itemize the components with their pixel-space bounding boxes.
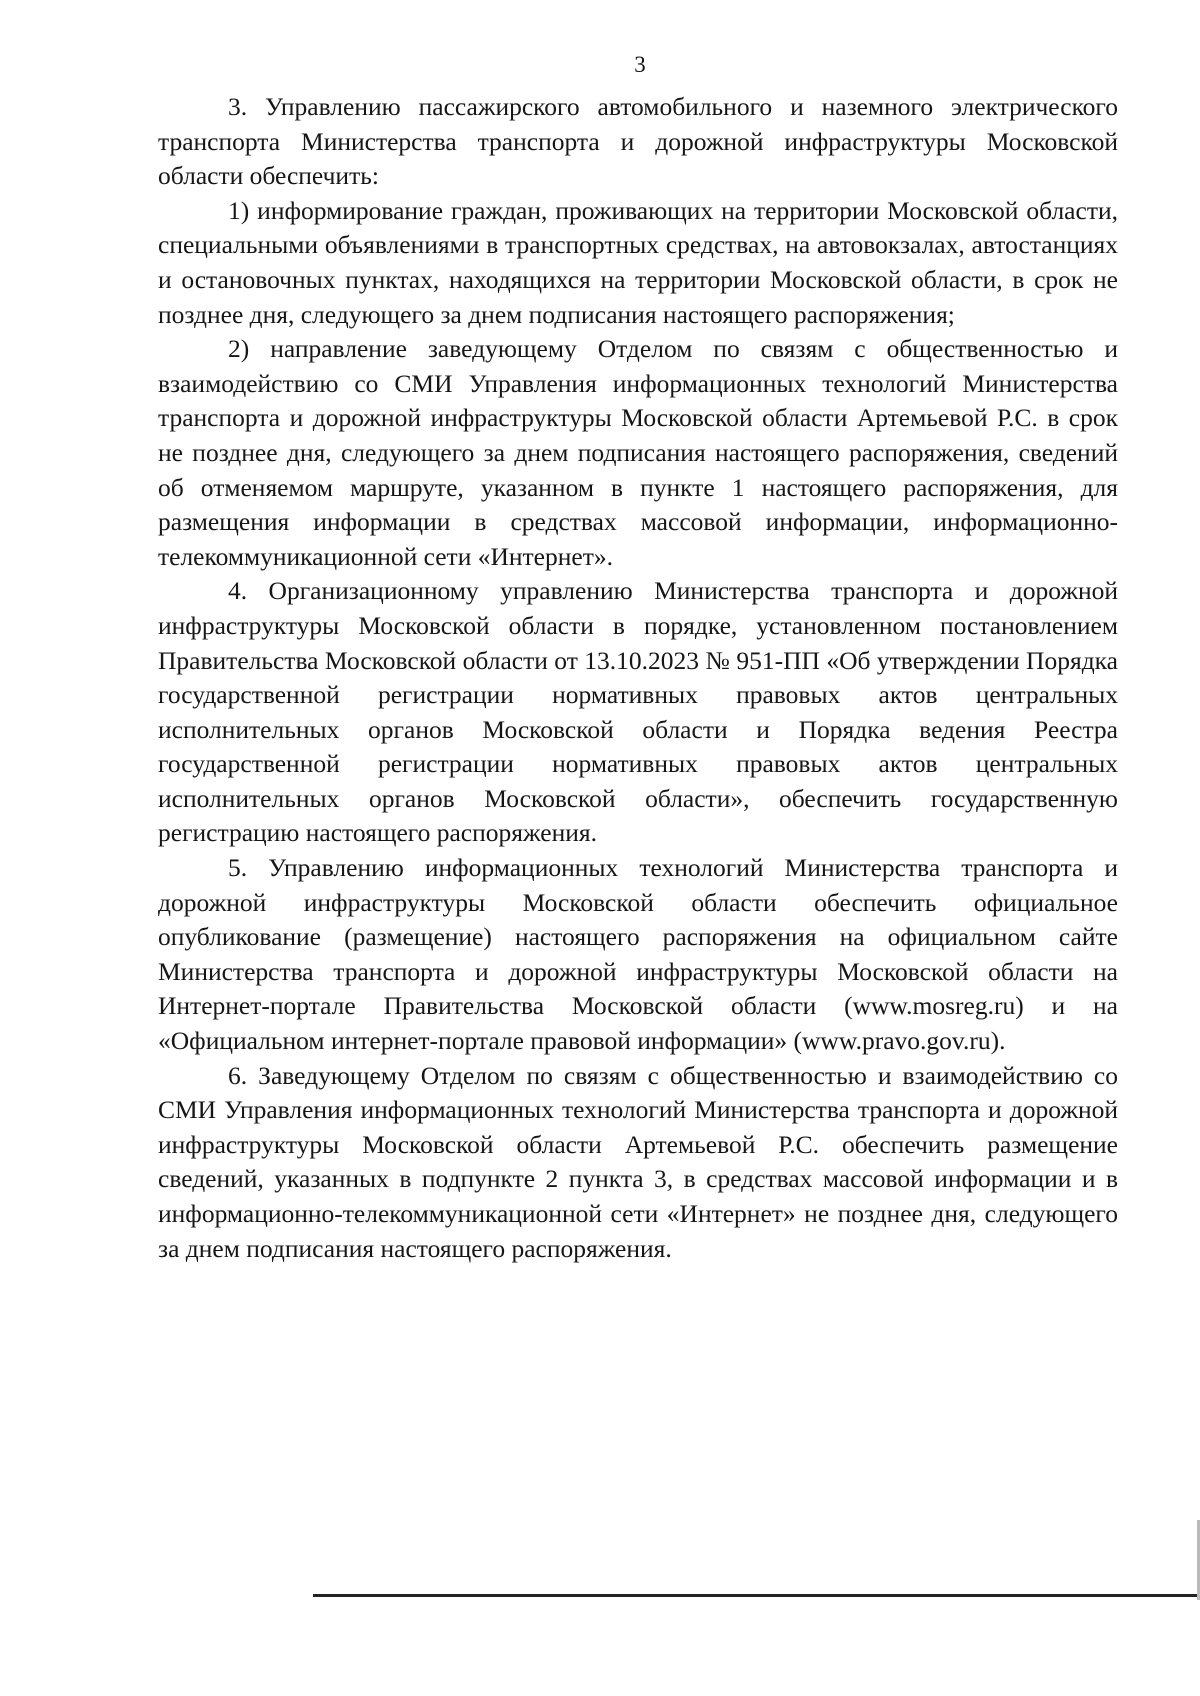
paragraph-5: 5. Управлению информационных технологий Министерства транспорта и дорожной инфраструктуры Московской области обеспечить официальное опубликование (размещение) настоящего распоряжения на официальном сайте Министерства транспорта и дорожной инфраструктуры Московской области на Интернет-портале Правительства Московской области (www.mosreg.ru) и на «Официальном интернет-портале правовой информации» (www.pravo.gov.ru). xyxy=(158,853,1118,1056)
paragraph-3-1: 1) информирование граждан, проживающих на территории Московской области, специальными объявлениями в транспортных средствах, на автовокзалах, автостанциях и остановочных пунктах, находящихся на территории Московской области, в срок не позднее дня, следующего за днем подписания настоящего распоряжения; xyxy=(158,195,1118,329)
paragraph-3-2: 2) направление заведующему Отделом по связям с общественностью и взаимодействию со СМИ Управления информационных технологий Министерства транспорта и дорожной инфраструктуры Московской области Артемьевой Р.С. в срок не позднее дня, следующего за днем подписания настоящего распоряжения, сведений об отменяемом маршруте, указанном в пункте 1 настоящего распоряжения, для размещения информации в средствах массовой информации, информационно-телекоммуникационной сети «Интернет». xyxy=(158,334,1118,571)
page-number: 3 xyxy=(634,52,646,77)
paragraph-4: 4. Организационному управлению Министерства транспорта и дорожной инфраструктуры Московской области в порядке, установленном постановлением Правительства Московской области от 13.10.2023 № 951-ПП «Об утверждении Порядка государственной регистрации нормативных правовых актов центральных исполнительных органов Московской области и Порядка ведения Реестра государственной регистрации нормативных правовых актов центральных исполнительных органов Московской области», обеспечить государственную регистрацию настоящего распоряжения. xyxy=(158,576,1118,848)
scan-bottom-rule xyxy=(313,1594,1200,1597)
document-body xyxy=(158,90,1118,1266)
paragraph-3: 3. Управлению пассажирского автомобильного и наземного электрического транспорта Министерства транспорта и дорожной инфраструктуры Московской области обеспечить: xyxy=(158,92,1118,191)
paragraph-6: 6. Заведующему Отделом по связям с общественностью и взаимодействию со СМИ Управления информационных технологий Министерства транспорта и дорожной инфраструктуры Московской области Артемьевой Р.С. обеспечить размещение сведений, указанных в подпункте 2 пункта 3, в средствах массовой информации и в информационно-телекоммуникационной сети «Интернет» не позднее дня, следующего за днем подписания настоящего распоряжения. xyxy=(158,1060,1118,1263)
